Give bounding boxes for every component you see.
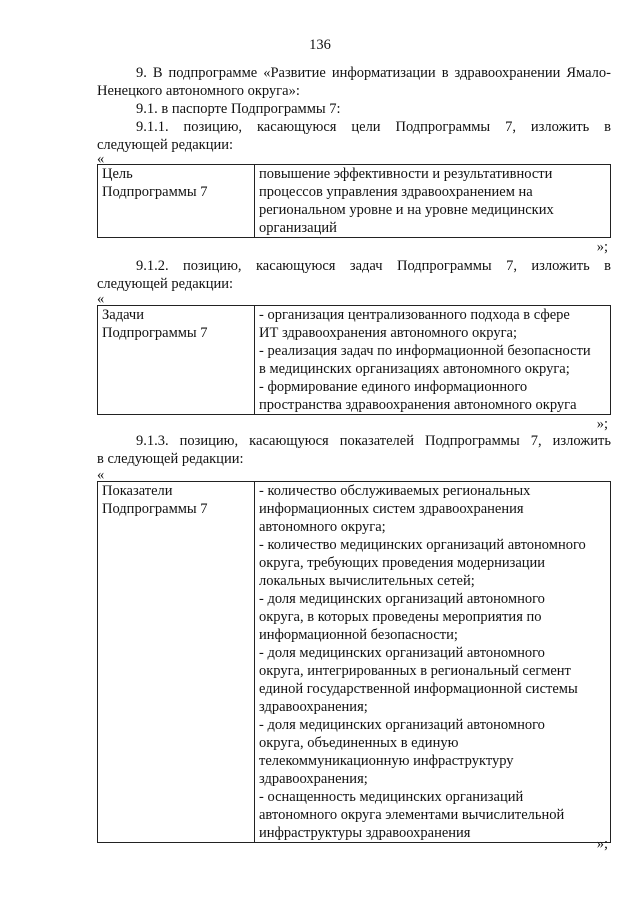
tasks-text-line: - формирование единого информационного: [259, 379, 528, 395]
goal-text-line: повышение эффективности и результативности: [259, 166, 553, 182]
tasks-text-line: ИТ здравоохранения автономного округа;: [259, 325, 518, 341]
indicators-text-line: информационной безопасности;: [259, 627, 458, 643]
goal-text-cell: [255, 165, 611, 238]
indicators-text-line: информационных систем здравоохранения: [259, 501, 524, 517]
indicators-text-line: автономного округа;: [259, 519, 386, 535]
indicators-text-line: инфраструктуры здравоохранения: [259, 825, 471, 841]
open-quote-1: «: [97, 151, 105, 167]
paragraph-9-1-3-line-2: в следующей редакции:: [97, 451, 244, 467]
indicators-text-line: - доля медицинских организаций автономного: [259, 591, 545, 607]
indicators-text-line: единой государственной информационной системы: [259, 681, 578, 697]
indicators-text-line: округа, объединенных в единую: [259, 735, 459, 751]
goal-text-line: процессов управления здравоохранением на: [259, 184, 533, 200]
goal-label-line: Подпрограммы 7: [102, 184, 208, 200]
tasks-text-cell: [255, 306, 611, 415]
paragraph-9-1-1-line-1: 9.1.1. позицию, касающуюся цели Подпрограммы 7, изложить в: [136, 119, 611, 135]
indicators-text-line: локальных вычислительных сетей;: [259, 573, 475, 589]
tasks-text-line: - реализация задач по информационной безопасности: [259, 343, 591, 359]
paragraph-9-1-2: [97, 257, 611, 293]
tasks-text-line: пространства здравоохранения автономного округа: [259, 397, 577, 413]
paragraph-9-1-3-line-1: 9.1.3. позицию, касающуюся показателей Подпрограммы 7, изложить: [136, 433, 611, 449]
indicators-text-line: округа, в которых проведены мероприятия по: [259, 609, 542, 625]
paragraph-9-line-2: Ненецкого автономного округа»:: [97, 83, 300, 99]
indicators-text-cell: [255, 482, 611, 843]
indicators-label-line: Показатели: [102, 483, 173, 499]
indicators-label-cell: [98, 482, 255, 843]
indicators-text-line: здравоохранения;: [259, 771, 368, 787]
indicators-text-line: автономного округа элементами вычислительной: [259, 807, 565, 823]
close-quote-1: »;: [596, 239, 608, 255]
indicators-text-line: - доля медицинских организаций автономного: [259, 645, 545, 661]
indicators-text-line: округа, требующих проведения модернизации: [259, 555, 546, 571]
paragraph-9-1-2-line-2: следующей редакции:: [97, 276, 234, 292]
tasks-text-line: - организация централизованного подхода в сфере: [259, 307, 570, 323]
indicators-text-line: здравоохранения;: [259, 699, 368, 715]
table-row: [98, 165, 611, 238]
table-row: [98, 306, 611, 415]
paragraph-9-line-1: 9. В подпрограмме «Развитие информатизации в здравоохранении Ямало-: [136, 65, 611, 81]
close-quote-3: »;: [596, 836, 608, 852]
paragraph-9-1-1: [97, 118, 611, 154]
tasks-label-cell: [98, 306, 255, 415]
goal-text-line: организаций: [259, 220, 337, 236]
open-quote-3: «: [97, 467, 105, 483]
open-quote-2: «: [97, 291, 105, 307]
goal-label-cell: [98, 165, 255, 238]
indicators-label-line: Подпрограммы 7: [102, 501, 208, 517]
paragraph-9-1: 9.1. в паспорте Подпрограммы 7:: [136, 101, 341, 117]
indicators-text-line: - количество обслуживаемых региональных: [259, 483, 531, 499]
goal-text-line: региональном уровне и на уровне медицинских: [259, 202, 554, 218]
goal-label-line: Цель: [102, 166, 133, 182]
tasks-label-line: Задачи: [102, 307, 144, 323]
paragraph-9: [97, 64, 611, 100]
paragraph-9-1-2-line-1: 9.1.2. позицию, касающуюся задач Подпрограммы 7, изложить в: [136, 258, 611, 274]
indicators-table: [97, 481, 611, 843]
indicators-text-line: телекоммуникационную инфраструктуру: [259, 753, 514, 769]
close-quote-2: »;: [596, 416, 608, 432]
goal-table: [97, 164, 611, 238]
table-row: [98, 482, 611, 843]
tasks-text-line: в медицинских организациях автономного округа;: [259, 361, 570, 377]
tasks-label-line: Подпрограммы 7: [102, 325, 208, 341]
indicators-text-line: - доля медицинских организаций автономного: [259, 717, 545, 733]
indicators-text-line: - количество медицинских организаций автономного: [259, 537, 586, 553]
indicators-text-line: округа, интегрированных в региональный сегмент: [259, 663, 571, 679]
paragraph-9-1-1-line-2: следующей редакции:: [97, 137, 234, 153]
indicators-text-line: - оснащенность медицинских организаций: [259, 789, 524, 805]
paragraph-9-1-3: [97, 432, 611, 468]
tasks-table: [97, 305, 611, 415]
page-number: 136: [309, 37, 331, 53]
